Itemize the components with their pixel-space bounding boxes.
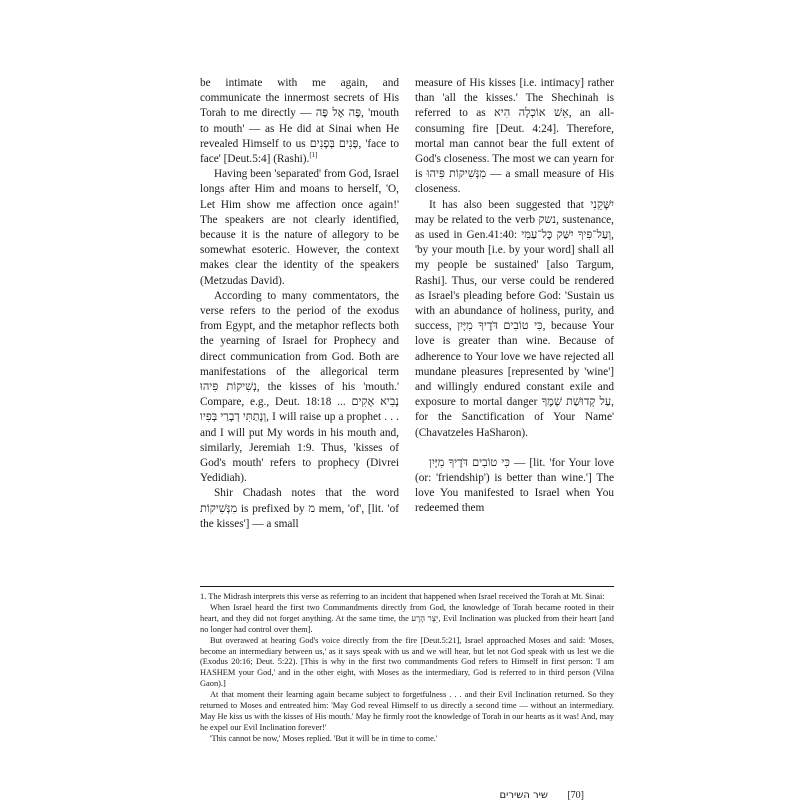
footnote-text: At that moment their learning again became subject to forgetfulness . . . and their Evil Inclination returned. So they returned to Moses and entreated him: 'May God reveal Himself to us directly a second time — without an intermediary. May He kiss us with the kisses of His mouth.' May he firmly root the knowledge of Torah in our hearts as it was! And, may he expel our Evil Inclination forever!': [200, 690, 614, 732]
footnote-divider: [200, 586, 614, 587]
footnote-text: When Israel heard the first two Commandments directly from God, the knowledge of Torah became rooted in their heart, and they did not forget anything. At the same time, the יֵצֶר הָרָע, Evil Inclination was plucked from their heart [and no longer had control over them].: [200, 602, 614, 634]
footnote-text: But overawed at hearing God's voice directly from the fire [Deut.5:21], Israel approached Moses and said: 'Moses, become an intermediary between us,' as it says speak with us and we will hear, but let not God speak with us lest we die (Exodus 20:16; Deut. 5:22). [This is why in the first two commandments God refers to Himself in first person: 'I am HASHEM your God,' and in the other eight, with Moses as the intermediary, God is referred to in third person (Vilna Gaon).]: [200, 635, 614, 689]
footnote-marker[interactable]: [1]: [309, 151, 318, 160]
page-footer: [200, 790, 614, 806]
right-column: [415, 76, 614, 532]
paragraph-text: be intimate with me again, and communicate the innermost secrets of His Torah to me directly — פֶּה אֶל פֶּה, 'mouth to mouth' — as He did at Sinai when He revealed Himself to us פָּנִים בְּפָנִים, 'face to face' [Deut.5:4] (Rashi).: [200, 77, 400, 166]
left-column: [200, 76, 399, 532]
footnote-text: 'This cannot be now,' Moses replied. 'But it will be in time to come.': [210, 733, 438, 743]
book-page: [200, 52, 615, 801]
footnotes-section: [200, 592, 614, 745]
commentary-paragraph: [200, 76, 399, 167]
commentary-paragraph: Shir Chadash notes that the word מִנְּשִׁיקוֹת is prefixed by מ mem, 'of', [lit. 'of the kisses'] — a small: [200, 487, 399, 530]
commentary-paragraph: It has also been suggested that יִשָּׁקֵנִי may be related to the verb נשק, sustenance, as used in Gen.41:40: וְעַל־פִּיךָ יִשַּׁק כָּל־עַמִּי, 'by your mouth [i.e. by your word] shall all my people be sustained' [also Targum, Rashi]. Thus, our verse could be rendered as Israel's pleading before God: 'Sustain us with an abundance of holiness, purity, and success, כִּי טוֹבִים דֹּדֶיךָ מִיָּיִן, because Your love is greater than wine. Because of adherence to Your love we have rejected all mundane pleasures [represented by 'wine'] and willingly endured constant exile and exposure to mortal danger עַל קְדוּשַׁת שְׁמֶךָ, for the Sanctification of Your Name' (Chavatzeles HaSharon).: [415, 198, 615, 439]
commentary-paragraph: measure of His kisses [i.e. intimacy] rather than 'all the kisses.' The Shechinah is referred to as אֵשׁ אוֹכְלָה הִיא, an all-consuming fire [Deut. 4:24]. Therefore, mortal man cannot bear the full extent of God's closeness. The most we can yearn for is מִנְּשִׁיקוֹת פִּיהוּ — a small measure of His closeness.: [415, 77, 615, 196]
page-number: [70]: [567, 790, 584, 801]
running-head: שיר השירים: [499, 790, 548, 801]
commentary-paragraph: According to many commentators, the verse refers to the period of the exodus from Egypt, and the metaphor reflects both the yearning of Israel for Prophecy and direct communication from God. Both are manifestations of the allegorical term נְשִׁיקוֹת פִּיהוּ, the kisses of his 'mouth.' Compare, e.g., Deut. 18:18 נָבִיא אָקִים ... וְנָתַתִּי דְבָרַי בְּפִיו, I will raise up a prophet . . . and I will put My words in his mouth and, similarly, Jeremiah 1:9. Thus, 'kisses of God's mouth' refers to prophecy (Divrei Yedidiah).: [200, 289, 399, 485]
footnote-text: 1. The Midrash interprets this verse as referring to an incident that happened when Israel received the Torah at Mt. Sinai:: [200, 592, 605, 601]
commentary-paragraph: Having been 'separated' from God, Israel longs after Him and moans to herself, 'O, Let Him show me affection once again!' The speakers are not clearly identified, because it is the nature of allegory to be somewhat esoteric. However, the context makes clear the identity of the speakers (Metzudas David).: [200, 168, 399, 287]
commentary-paragraph: כִּי טוֹבִים דֹּדֶיךָ מִיָּיִן — [lit. 'for Your love (or: 'friendship') is better than wine.'] The love You manifested to Israel when You redeemed them: [415, 456, 614, 515]
commentary-columns: [200, 76, 614, 532]
